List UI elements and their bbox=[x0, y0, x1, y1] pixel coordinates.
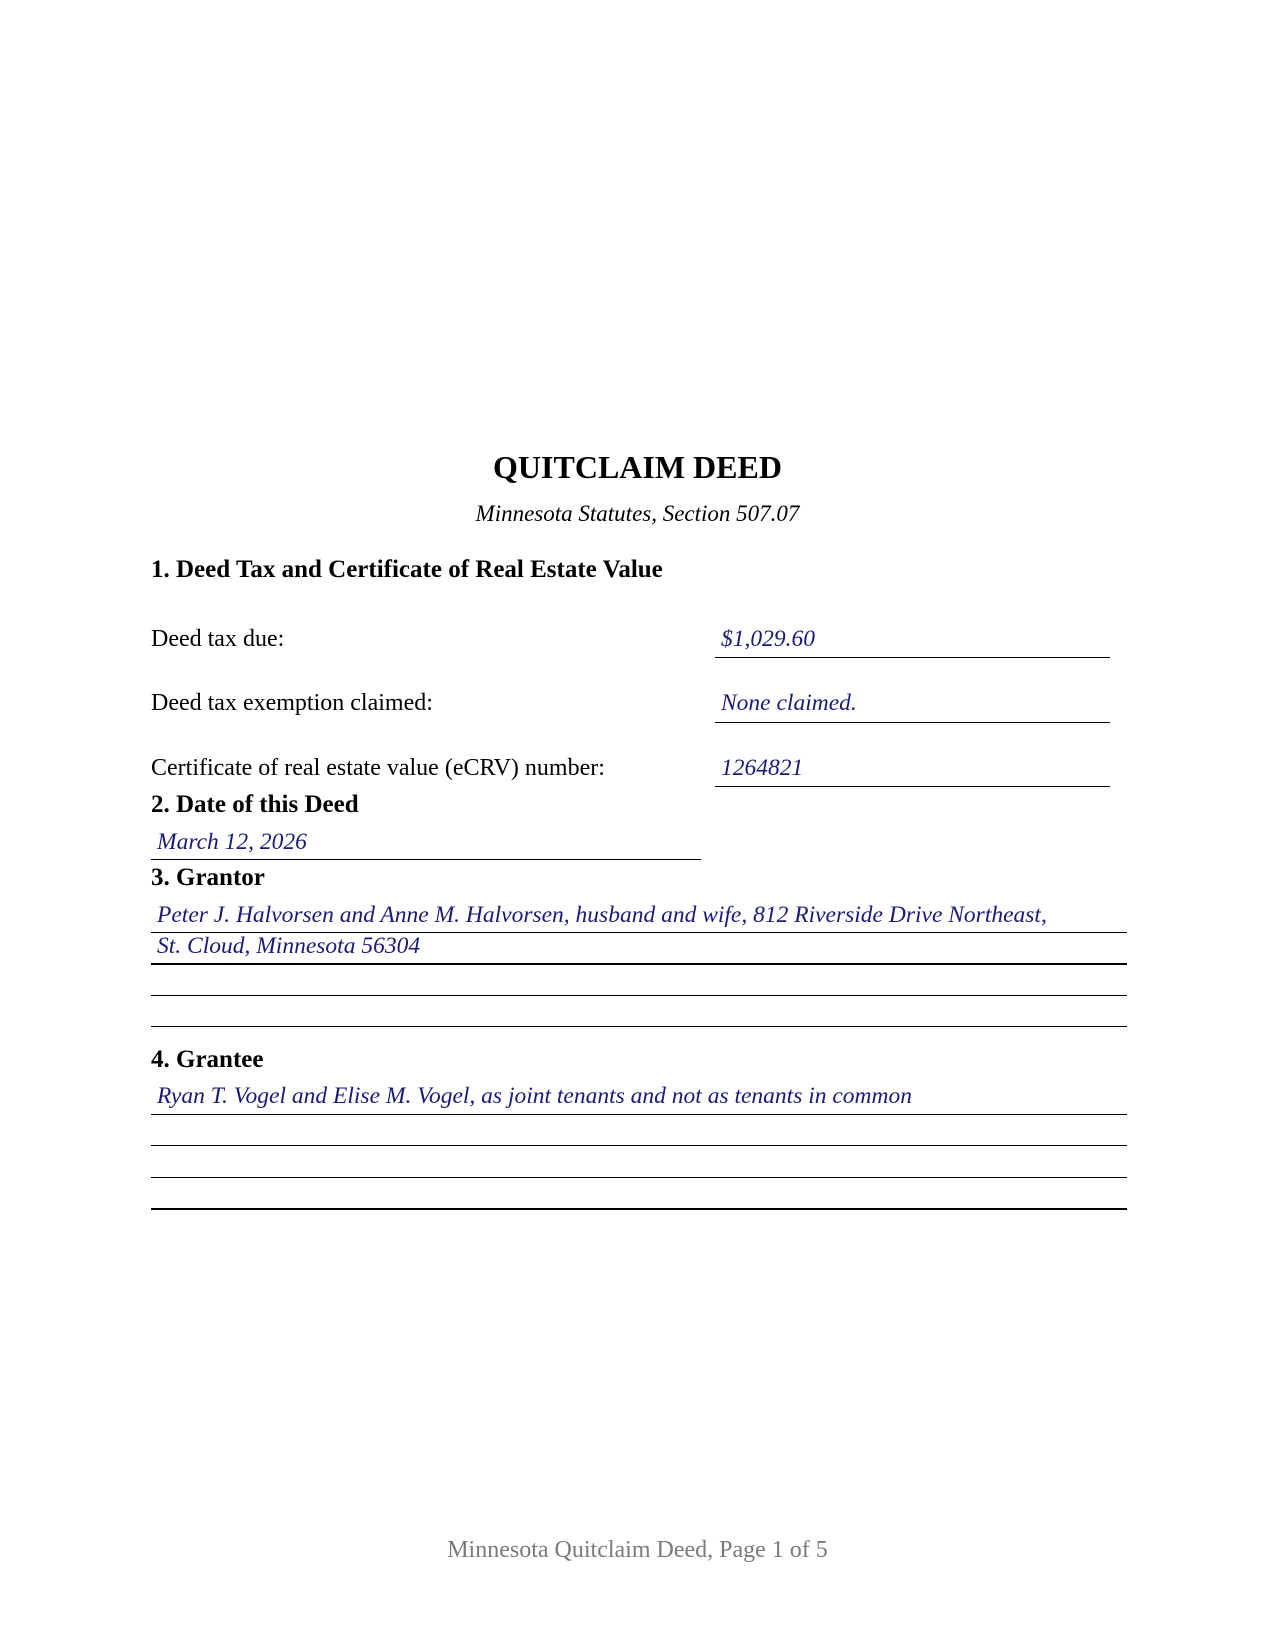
grantee-underline-4 bbox=[151, 1208, 1127, 1210]
grantor-underline-4 bbox=[151, 1026, 1127, 1027]
grantor-underline-2 bbox=[151, 963, 1127, 965]
exemption-label: Deed tax exemption claimed: bbox=[151, 690, 433, 716]
section-3-heading: 3. Grantor bbox=[151, 864, 265, 891]
grantor-line-2[interactable]: St. Cloud, Minnesota 56304 bbox=[157, 933, 421, 959]
deed-date-field[interactable]: March 12, 2026 bbox=[157, 829, 307, 855]
grantee-underline-3 bbox=[151, 1177, 1127, 1178]
exemption-field[interactable]: None claimed. bbox=[721, 690, 857, 716]
document-subtitle: Minnesota Statutes, Section 507.07 bbox=[475, 501, 800, 526]
exemption-underline bbox=[715, 722, 1110, 723]
grantee-underline-1 bbox=[151, 1114, 1127, 1115]
document-title: QUITCLAIM DEED bbox=[493, 449, 782, 485]
section-2-heading: 2. Date of this Deed bbox=[151, 791, 359, 818]
deed-date-underline bbox=[151, 859, 701, 860]
deed-tax-underline bbox=[715, 657, 1110, 658]
grantor-line-1[interactable]: Peter J. Halvorsen and Anne M. Halvorsen, husband and wife, 812 Riverside Drive Northeast, bbox=[157, 902, 1047, 928]
grantee-line-1[interactable]: Ryan T. Vogel and Elise M. Vogel, as joint tenants and not as tenants in common bbox=[157, 1083, 912, 1109]
page-footer: Minnesota Quitclaim Deed, Page 1 of 5 bbox=[447, 1537, 828, 1563]
deed-tax-label: Deed tax due: bbox=[151, 626, 285, 652]
ecrv-label: Certificate of real estate value (eCRV) number: bbox=[151, 755, 605, 781]
grantee-underline-2 bbox=[151, 1145, 1127, 1146]
section-1-heading: 1. Deed Tax and Certificate of Real Estate Value bbox=[151, 556, 663, 583]
ecrv-field[interactable]: 1264821 bbox=[721, 755, 804, 781]
section-4-heading: 4. Grantee bbox=[151, 1046, 264, 1073]
ecrv-underline bbox=[715, 786, 1110, 787]
grantor-underline-3 bbox=[151, 995, 1127, 996]
deed-tax-field[interactable]: $1,029.60 bbox=[721, 626, 815, 652]
